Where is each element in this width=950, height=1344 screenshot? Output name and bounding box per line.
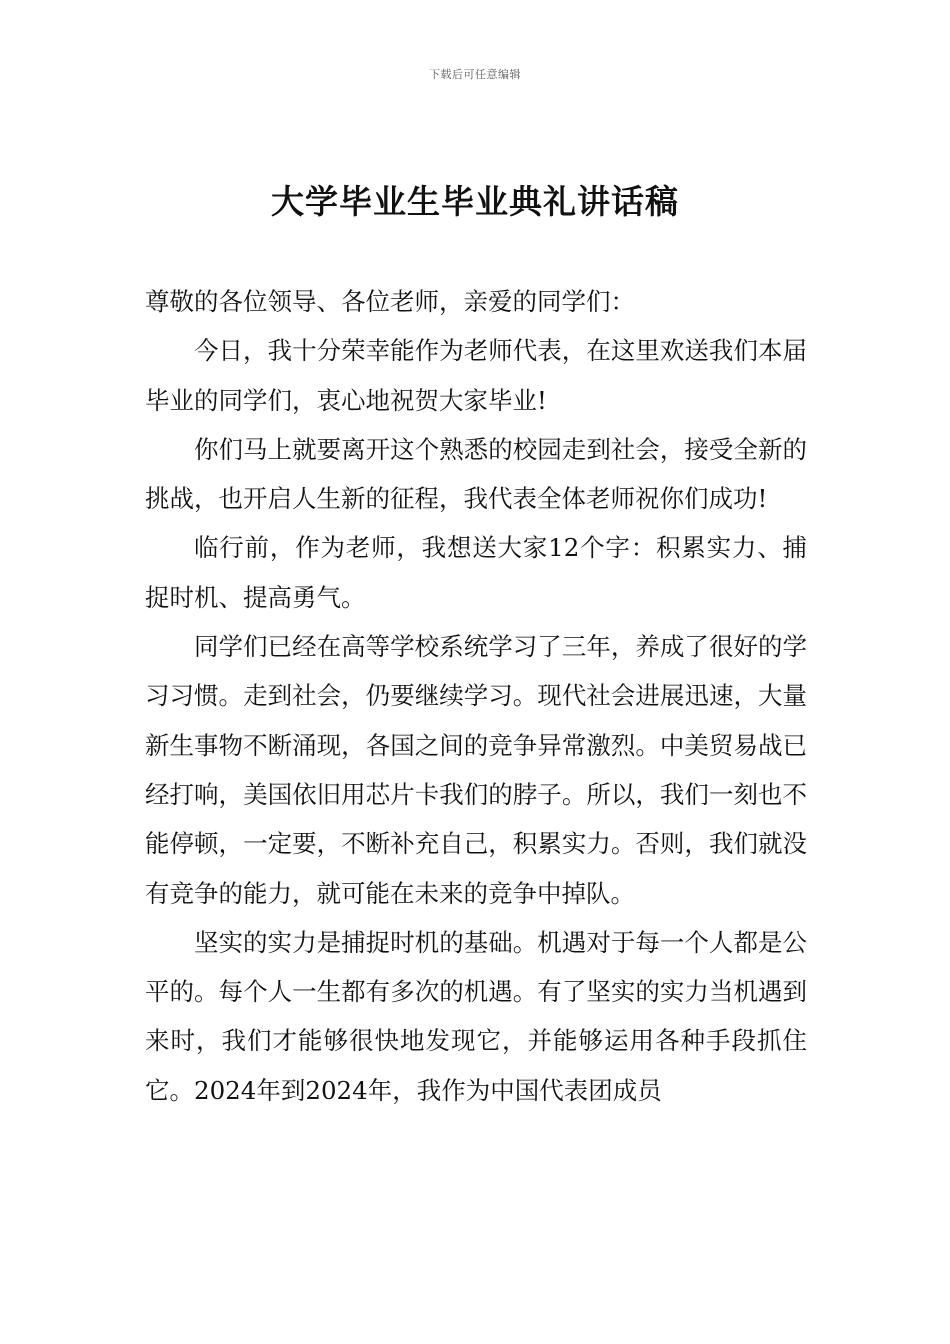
paragraph-3: 临行前，作为老师，我想送大家12个字：积累实力、捕捉时机、提高勇气。: [145, 533, 807, 612]
paragraph-4: 同学们已经在高等学校系统学习了三年，养成了很好的学习习惯。走到社会，仍要继续学习。现代社会进展迅速，大量新生事物不断涌现，各国之间的竞争异常激烈。中美贸易战已经打响，美国依旧用芯片卡我们的脖子。所以，我们一刻也不能停顿，一定要，不断补充自己，积累实力。否则，我们就没有竞争的能力，就可能在未来的竞争中掉队。: [145, 632, 807, 908]
paragraph-1: 今日，我十分荣幸能作为老师代表，在这里欢送我们本届毕业的同学们，衷心地祝贺大家毕业!: [145, 336, 807, 415]
paragraph-5: 坚实的实力是捕捉时机的基础。机遇对于每一个人都是公平的。每个人一生都有多次的机遇。有了坚实的实力当机遇到来时，我们才能够很快地发现它，并能够运用各种手段抓住它。2024年到2024年，我作为中国代表团成员: [145, 927, 807, 1105]
document-body: [145, 277, 807, 1115]
paragraph-2: 你们马上就要离开这个熟悉的校园走到社会，接受全新的挑战，也开启人生新的征程，我代表全体老师祝你们成功!: [145, 434, 807, 514]
document-title: 大学毕业生毕业典礼讲话稿: [271, 182, 679, 221]
page-header-note: 下载后可任意编辑: [429, 68, 521, 81]
salutation: 尊敬的各位领导、各位老师，亲爱的同学们：: [145, 287, 635, 316]
